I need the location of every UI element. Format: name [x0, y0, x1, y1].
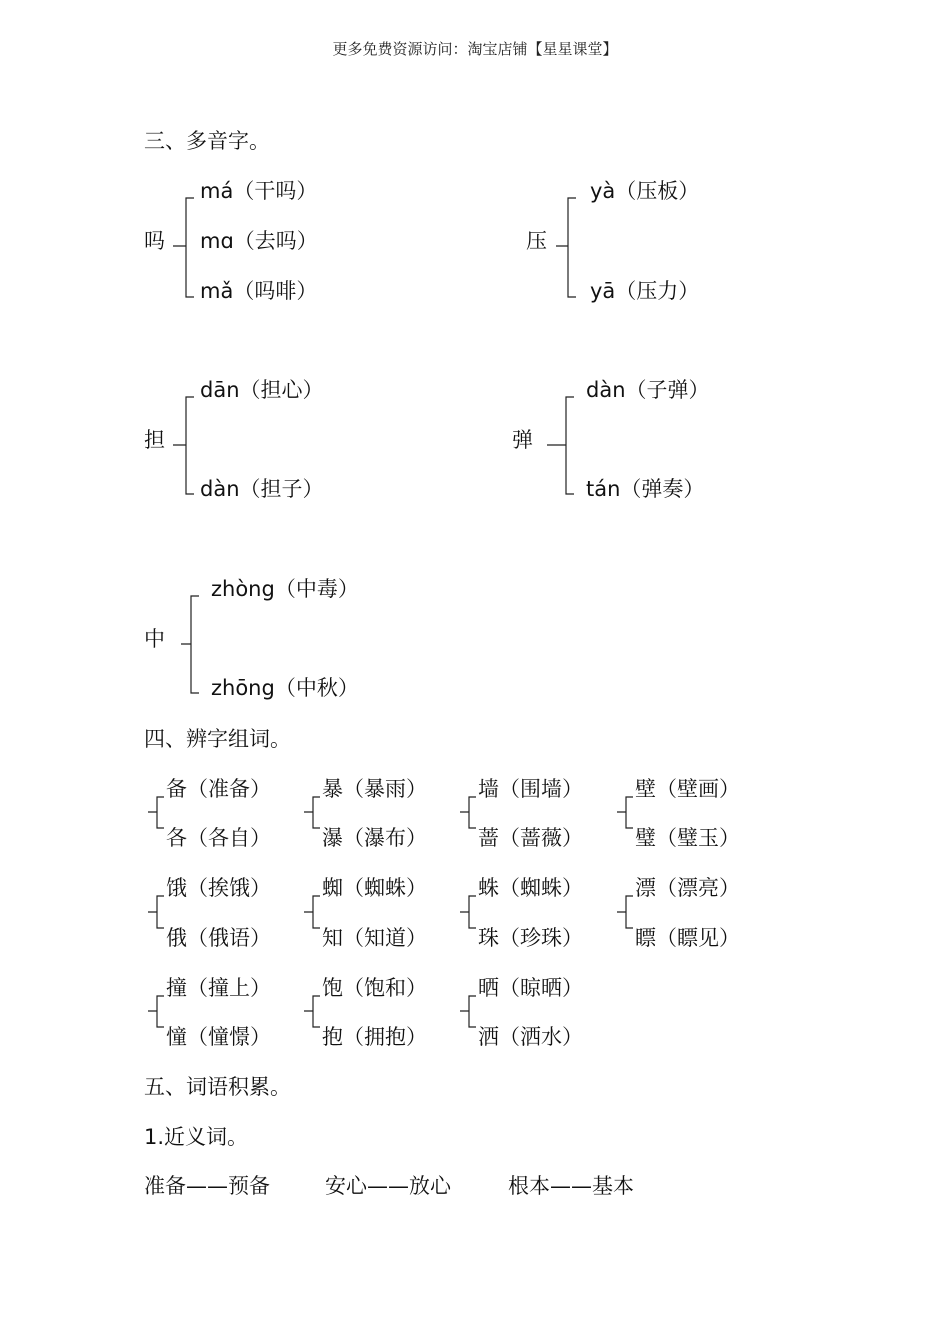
- pair-2-top: 暴（暴雨）: [322, 777, 427, 801]
- pair-7-bottom: 珠（珍珠）: [478, 926, 583, 950]
- pair-8-bottom: 瞟（瞟见）: [635, 926, 740, 950]
- pair-5-bottom: 俄（俄语）: [166, 926, 271, 950]
- page-header: 更多免费资源访问：淘宝店铺【星星课堂】: [332, 40, 618, 58]
- pair-8-top: 漂（漂亮）: [635, 876, 740, 900]
- pair-4-bottom: 璧（璧玉）: [635, 826, 740, 850]
- section5-title: 五、词语积累。: [144, 1075, 291, 1099]
- polyphone-char-ma: 吗: [144, 229, 165, 253]
- pair-1-top: 备（准备）: [166, 777, 271, 801]
- polyphone-char-ya: 压: [526, 229, 547, 253]
- pair-11-top: 晒（晾晒）: [478, 976, 583, 1000]
- reading-ma-2: mɑ（去吗）: [200, 229, 318, 253]
- section5-sub1: 1.近义词。: [144, 1125, 249, 1149]
- pair-11-bottom: 洒（洒水）: [478, 1025, 583, 1049]
- pair-1-bottom: 各（各自）: [166, 826, 271, 850]
- pair-5-top: 饿（挨饿）: [166, 876, 271, 900]
- reading-ya-2: yā（压力）: [590, 279, 700, 303]
- reading-tan-1: dàn（子弹）: [586, 378, 710, 402]
- pair-6-top: 蜘（蜘蛛）: [322, 876, 427, 900]
- pair-3-top: 墙（围墙）: [478, 777, 583, 801]
- reading-ma-3: mǎ（吗啡）: [200, 279, 318, 303]
- section4-title: 四、辨字组词。: [144, 727, 291, 751]
- pair-7-top: 蛛（蜘蛛）: [478, 876, 583, 900]
- reading-zhong-1: zhòng（中毒）: [211, 577, 359, 601]
- pair-9-top: 撞（撞上）: [166, 976, 271, 1000]
- polyphone-char-tan: 弹: [512, 428, 533, 452]
- reading-tan-2: tán（弹奏）: [586, 477, 705, 501]
- reading-ya-1: yà（压板）: [590, 179, 700, 203]
- reading-dan-1: dān（担心）: [200, 378, 324, 402]
- pair-3-bottom: 蔷（蔷薇）: [478, 826, 583, 850]
- reading-ma-1: má（干吗）: [200, 179, 318, 203]
- reading-zhong-2: zhōng（中秋）: [211, 676, 359, 700]
- polyphone-char-dan: 担: [144, 428, 165, 452]
- pair-6-bottom: 知（知道）: [322, 926, 427, 950]
- synonym-2: 安心——放心: [325, 1174, 451, 1198]
- pair-4-top: 壁（壁画）: [635, 777, 740, 801]
- section3-title: 三、多音字。: [144, 129, 270, 153]
- pair-9-bottom: 憧（憧憬）: [166, 1025, 271, 1049]
- pair-10-top: 饱（饱和）: [322, 976, 427, 1000]
- pair-2-bottom: 瀑（瀑布）: [322, 826, 427, 850]
- synonym-1: 准备——预备: [144, 1174, 270, 1198]
- synonym-3: 根本——基本: [508, 1174, 634, 1198]
- polyphone-char-zhong: 中: [144, 627, 165, 651]
- reading-dan-2: dàn（担子）: [200, 477, 324, 501]
- pair-10-bottom: 抱（拥抱）: [322, 1025, 427, 1049]
